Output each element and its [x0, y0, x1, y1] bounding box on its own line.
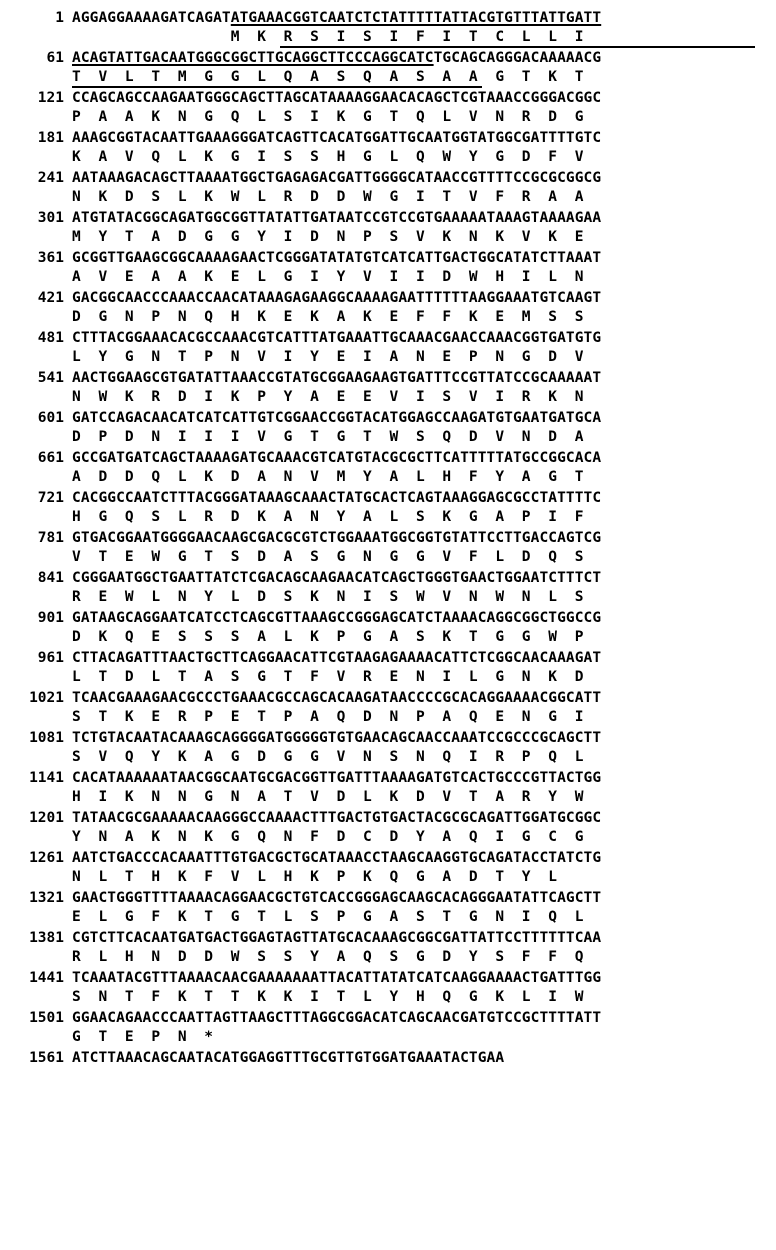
amino-acid-row: A D D Q L K D A N V M Y A L H F Y A G T: [72, 469, 584, 485]
amino-acid-row: P A A K N G Q L S I K G T Q L V N R D G: [72, 109, 584, 125]
amino-acid-row: D G N P N Q H K E K A K E F F K E M S S: [72, 309, 584, 325]
nucleotide-row: CGGGAATGGCTGAATTATCTCGACAGCAAGAACATCAGCTGGGTGAACTGGAATCTTTCT: [72, 570, 602, 586]
nucleotide-row: AATAAAGACAGCTTAAAATGGCTGAGAGACGATTGGGGCATAACCGTTTTCCGCGCGGCG: [72, 170, 602, 186]
sequence-block: [0, 448, 776, 488]
amino-acid-row: L Y G N T P N V I Y E I A N E P N G D V: [72, 349, 584, 365]
sequence-block: [0, 888, 776, 928]
nucleotide-row: TATAACGCGAAAAACAAGGGCCAAAACTTTGACTGTGACTACGCGCAGATTGGATGCGGC: [72, 810, 602, 826]
position-number: 181: [37, 130, 64, 146]
position-number: 1261: [29, 850, 64, 866]
nucleotide-row: GCGGTTGAAGCGGCAAAAGAACTCGGGATATATGTCATCATTGACTGGCATATCTTAAAT: [72, 250, 602, 266]
amino-acid-row: T V L T M G G L Q A S Q A S A A G T K T: [72, 69, 584, 85]
sequence-block: [0, 728, 776, 768]
amino-acid-row: M Y T A D G G Y I D N P S V K N K V K E: [72, 229, 584, 245]
amino-acid-row: E L G F K T G T L S P G A S T G N I Q L: [72, 909, 584, 925]
nucleotide-row: AATCTGACCCACAAATTTGTGACGCTGCATAAACCTAAGCAAGGTGCAGATACCTATCTG: [72, 850, 602, 866]
sequence-block: [0, 48, 776, 88]
amino-acid-row: R E W L N Y L D S K N I S W V N W N L S: [72, 589, 584, 605]
position-number: 601: [37, 410, 64, 426]
nucleotide-row: GAACTGGGTTTTAAAACAGGAACGCTGTCACCGGGAGCAAGCACAGGGAATATTCAGCTT: [72, 890, 602, 906]
amino-acid-row: S N T F K T T K K I T L Y H Q G K L I W: [72, 989, 584, 1005]
nucleotide-row: TCTGTACAATACAAAGCAGGGGATGGGGGTGTGAACAGCAACCAAATCCGCCCGCAGCTT: [72, 730, 602, 746]
amino-acid-row: R L H N D D W S S Y A Q S G D Y S F F Q: [72, 949, 584, 965]
sequence-block: [0, 848, 776, 888]
sequence-block: [0, 368, 776, 408]
nucleotide-row: GGAACAGAACCCAATTAGTTAAGCTTTAGGCGGACATCAGCAACGATGTCCGCTTTTATT: [72, 1010, 602, 1026]
nucleotide-row: GATCCAGACAACATCATCATTGTCGGAACCGGTACATGGAGCCAAGATGTGAATGATGCA: [72, 410, 602, 426]
amino-acid-row: N L T H K F V L H K P K Q G A D T Y L: [72, 869, 558, 885]
sequence-block: [0, 568, 776, 608]
nucleotide-row: CGTCTTCACAATGATGACTGGAGTAGTTATGCACAAAGCGGCGATTATTCCTTTTTTCAA: [72, 930, 602, 946]
position-number: 721: [37, 490, 64, 506]
nucleotide-row: CCAGCAGCCAAGAATGGGCAGCTTAGCATAAAAGGAACACAGCTCGTAAACCGGGACGGC: [72, 90, 602, 106]
nucleotide-segment: TGCAGCAGGGACAAAAACG: [433, 50, 602, 66]
amino-acid-row: M K R S I S I F I T C L L I: [72, 29, 584, 45]
amino-acid-row: G T E P N *: [72, 1029, 214, 1045]
sequence-figure: [0, 8, 776, 1088]
sequence-block: [0, 8, 776, 48]
sequence-block: [0, 1048, 776, 1088]
position-number: 901: [37, 610, 64, 626]
nucleotide-row: [72, 8, 601, 28]
sequence-block: [0, 528, 776, 568]
sequence-block: [0, 328, 776, 368]
position-number: 481: [37, 330, 64, 346]
amino-acid-row: H I K N N G N A T V D L K D V T A R Y W: [72, 789, 584, 805]
position-number: 1: [55, 10, 64, 26]
sequence-block: [0, 208, 776, 248]
position-number: 661: [37, 450, 64, 466]
sequence-block: [0, 608, 776, 648]
nucleotide-row: GACGGCAACCCAAACCAACATAAAGAGAAGGCAAAAGAATTTTTTAAGGAAATGTCAAGT: [72, 290, 602, 306]
position-number: 961: [37, 650, 64, 666]
amino-acid-row: D P D N I I I V G T G T W S Q D V N D A: [72, 429, 584, 445]
amino-acid-row: V T E W G T S D A S G N G G V F L D Q S: [72, 549, 584, 565]
nucleotide-row: GTGACGGAATGGGGAACAAGCGACGCGTCTGGAAATGGCGGTGTATTCCTTGACCAGTCG: [72, 530, 602, 546]
amino-acid-row: S T K E R P E T P A Q D N P A Q E N G I: [72, 709, 584, 725]
position-number: 1561: [29, 1050, 64, 1066]
nucleotide-row: ATGTATACGGCAGATGGCGGTTATATTGATAATCCGTCCGTGAAAAATAAAGTAAAAGAA: [72, 210, 602, 226]
sequence-block: [0, 968, 776, 1008]
sequence-block: [0, 408, 776, 448]
position-number: 1441: [29, 970, 64, 986]
position-number: 1081: [29, 730, 64, 746]
amino-acid-row: A V E A A K E L G I Y V I I D W H I L N: [72, 269, 584, 285]
nucleotide-row: GATAAGCAGGAATCATCCTCAGCGTTAAAGCCGGGAGCATCTAAAACAGGCGGCTGGCCG: [72, 610, 602, 626]
nucleotide-row: [72, 48, 601, 68]
amino-acid-row: Y N A K N K G Q N F D C D Y A Q I G C G: [72, 829, 584, 845]
amino-acid-row: N K D S L K W L R D D W G I T V F R A A: [72, 189, 584, 205]
amino-acid-row: N W K R D I K P Y A E E V I S V I R K N: [72, 389, 584, 405]
position-number: 781: [37, 530, 64, 546]
nucleotide-row: CACATAAAAAATAACGGCAATGCGACGGTTGATTTAAAAGATGTCACTGCCCGTTACTGG: [72, 770, 602, 786]
sequence-block: [0, 768, 776, 808]
nucleotide-row: GCCGATGATCAGCTAAAAGATGCAAACGTCATGTACGCGCTTCATTTTTATGCCGGCACA: [72, 450, 602, 466]
position-number: 1321: [29, 890, 64, 906]
nucleotide-row: TCAAATACGTTTAAAACAACGAAAAAAATTACATTATATCATCAAGGAAAACTGATTTGG: [72, 970, 602, 986]
position-number: 61: [46, 50, 64, 66]
sequence-block: [0, 88, 776, 128]
nucleotide-row: TCAACGAAAGAACGCCCTGAAACGCCAGCACAAGATAACCCCGCACAGGAAAACGGCATT: [72, 690, 602, 706]
sequence-block: [0, 288, 776, 328]
nucleotide-segment: AGGAGGAAAAGATCAGAT: [72, 10, 231, 26]
amino-acid-row: H G Q S L R D K A N Y A L S K G A P I F: [72, 509, 584, 525]
amino-acid-row: K A V Q L K G I S S H G L Q W Y G D F V: [72, 149, 584, 165]
nucleotide-row: AAAGCGGTACAATTGAAAGGGATCAGTTCACATGGATTGCAATGGTATGGCGATTTTGTC: [72, 130, 602, 146]
sequence-block: [0, 808, 776, 848]
nucleotide-row: CACGGCCAATCTTTACGGGATAAAGCAAACTATGCACTCAGTAAAGGAGCGCCTATTTTC: [72, 490, 602, 506]
sequence-block: [0, 168, 776, 208]
position-number: 361: [37, 250, 64, 266]
position-number: 841: [37, 570, 64, 586]
nucleotide-row: AACTGGAAGCGTGATATTAAACCGTATGCGGAAGAAGTGATTTCCGTTATCCGCAAAAAT: [72, 370, 602, 386]
sequence-block: [0, 688, 776, 728]
sequence-block: [0, 248, 776, 288]
signal-peptide-nucleotides: ACAGTATTGACAATGGGCGGCTTGCAGGCTTCCCAGGCATC: [72, 50, 434, 66]
amino-acid-row: S V Q Y K A G D G G V N S N Q I R P Q L: [72, 749, 584, 765]
position-number: 1501: [29, 1010, 64, 1026]
sequence-block: [0, 128, 776, 168]
position-number: 541: [37, 370, 64, 386]
amino-acid-row: D K Q E S S S A L K P G A S K T G G W P: [72, 629, 584, 645]
nucleotide-row: CTTTACGGAAACACGCCAAACGTCATTTATGAAATTGCAAACGAACCAAACGGTGATGTG: [72, 330, 602, 346]
position-number: 121: [37, 90, 64, 106]
position-number: 1201: [29, 810, 64, 826]
amino-acid-row: L T D L T A S G T F V R E N I L G N K D: [72, 669, 584, 685]
sequence-block: [0, 648, 776, 688]
sequence-block: [0, 1008, 776, 1048]
nucleotide-row: ATCTTAAACAGCAATACATGGAGGTTTGCGTTGTGGATGAAATACTGAA: [72, 1050, 505, 1066]
nucleotide-row: CTTACAGATTTAACTGCTTCAGGAACATTCGTAAGAGAAAACATTCTCGGCAACAAAGAT: [72, 650, 602, 666]
sequence-block: [0, 928, 776, 968]
position-number: 1141: [29, 770, 64, 786]
position-number: 1021: [29, 690, 64, 706]
position-number: 421: [37, 290, 64, 306]
position-number: 241: [37, 170, 64, 186]
signal-peptide-nucleotides: ATGAAACGGTCAATCTCTATTTTTATTACGTGTTTATTGATT: [230, 10, 602, 26]
position-number: 301: [37, 210, 64, 226]
sequence-block: [0, 488, 776, 528]
position-number: 1381: [29, 930, 64, 946]
